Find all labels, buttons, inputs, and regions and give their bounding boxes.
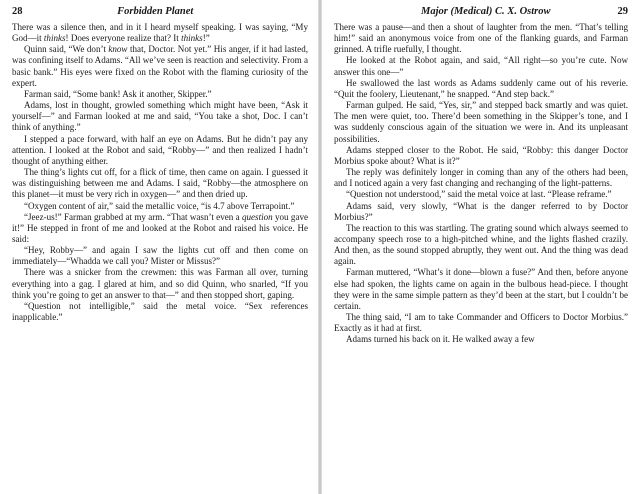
text-run: The reaction to this was startling. The grating sound which always seemed to accompany speech rose to a high-pitched whine, and the lights flashed crazily. And then, as the sound stopped abruptly, they went out. And the thing was dead again. xyxy=(334,222,628,267)
paragraph xyxy=(12,89,308,100)
right-running-title: Major (Medical) C. X. Ostrow xyxy=(420,6,551,17)
paragraph xyxy=(334,167,628,189)
right-page-text xyxy=(334,22,628,346)
paragraph xyxy=(12,22,308,44)
text-run: I stepped a pace forward, with half an eye on Adams. But he didn’t pay any attention. I looked at the Robot and said, “Robby—” and then realized I hadn’t thought of anything either. xyxy=(12,133,308,166)
text-run: Farman said, “Some bank! Ask it another, Skipper.” xyxy=(24,88,212,99)
left-running-head xyxy=(12,6,308,22)
paragraph xyxy=(334,312,628,334)
right-running-head xyxy=(334,6,628,22)
paragraph xyxy=(12,245,308,267)
text-run: that, Doctor. Not yet.” His anger, if it had lasted, was confining itself to Adams. “All we’ve seen is reaction and selectivity. From a basic bank.” His eyes were fixed on the Robot with the flaming curiosity of the expert. xyxy=(12,44,308,88)
text-run: Farman gulped. He said, “Yes, sir,” and stepped back smartly and was quiet. The men were quiet, too. There’d been something in the Skipper’s tone, and I was suddenly conscious again of the situation we were in. And its unpleasant possibilities. xyxy=(334,100,628,144)
text-run: Adams stepped closer to the Robot. He said, “Robby: this danger Doctor Morbius spoke about? What is it?” xyxy=(334,144,628,166)
left-running-title: Forbidden Planet xyxy=(117,6,194,17)
paragraph xyxy=(334,100,628,145)
text-run: “Jeez-us!” Farman grabbed at my arm. “That wasn’t even a xyxy=(24,211,242,222)
text-run: “Question not intelligible,” said the metal voice. “Sex references inapplicable.” xyxy=(12,300,308,323)
text-run: “Hey, Robby—” and again I saw the lights cut off and then come on immediately—“Whadda we call you? Mister or Missus?” xyxy=(12,245,308,267)
italic-text-run: know xyxy=(108,44,128,55)
paragraph xyxy=(334,145,628,167)
paragraph xyxy=(12,267,308,300)
text-run: The thing’s lights cut off, for a flick of time, then came on again. I guessed it was distinguishing between me and Adams. I said, “Robby—the atmosphere on this planet—it must be very rich in oxygen—” and then dried up. xyxy=(12,167,308,200)
paragraph xyxy=(12,167,308,200)
italic-text-run: thinks xyxy=(43,33,66,44)
text-run: He looked at the Robot again, and said, “All right—so you’re cute. Now answer this one—” xyxy=(334,55,628,77)
text-run: you gave it!” He stepped in front of me and looked at the Robot and raised his voice. He said: xyxy=(12,211,308,244)
text-run: He swallowed the last words as Adams suddenly came out of his reverie. “Quit the foolery, Lieutenant,” he snapped. “And step back.” xyxy=(334,77,628,99)
text-run: There was a pause—and then a shout of laughter from the men. “That’s telling him!” said an anonymous voice from one of the flanking guards, and Farman grinned. A trifle ruefully, I thought. xyxy=(334,22,628,55)
text-run: There was a silence then, and in it I heard myself speaking. I was saying, “My God—it xyxy=(12,22,308,44)
paragraph xyxy=(334,78,628,100)
book-gutter xyxy=(318,0,322,494)
paragraph xyxy=(12,201,308,212)
italic-text-run: question xyxy=(241,211,273,222)
text-run: There was a snicker from the crewmen: this was Farman all over, turning everything into a gag. I glared at him, and so did Quinn, who snarled, “If you think you’re going to get an answer to that—” and then stopped short, gaping. xyxy=(12,267,308,300)
paragraph xyxy=(12,44,308,89)
text-run: Adams, lost in thought, growled something which might have been, “Ask it yourself—” and Farman looked at me and said, “You take a shot, Doc. I can’t think of anything.” xyxy=(12,100,308,133)
paragraph xyxy=(334,201,628,223)
paragraph xyxy=(334,334,628,345)
paragraph xyxy=(334,267,628,312)
left-page-number: 28 xyxy=(12,6,23,17)
right-page xyxy=(320,0,640,494)
paragraph xyxy=(12,134,308,167)
paragraph xyxy=(334,22,628,55)
paragraph xyxy=(334,189,628,200)
paragraph xyxy=(12,301,308,323)
text-run: The thing said, “I am to take Commander and Officers to Doctor Morbius.” Exactly as it had at first. xyxy=(334,312,628,334)
paragraph xyxy=(12,100,308,133)
text-run: !” xyxy=(202,33,210,44)
paragraph xyxy=(334,55,628,77)
text-run: Adams turned his back on it. He walked away a few xyxy=(346,334,535,345)
text-run: Quinn said, “We don’t xyxy=(24,44,109,55)
text-run: Farman muttered, “What’s it done—blown a fuse?” And then, before anyone else had spoken, the lights came on again in the bulbous head-piece. I thought they were in the same simple pattern as they’d been at the start, but I couldn’t be certain. xyxy=(334,267,628,311)
paragraph xyxy=(12,212,308,245)
right-page-number: 29 xyxy=(617,6,628,17)
text-run: ! Does everyone realize that? It xyxy=(65,33,182,44)
text-run: The reply was definitely longer in coming than any of the others had been, and I noticed again a very fast changing and rechanging of the light-patterns. xyxy=(334,167,628,189)
paragraph xyxy=(334,223,628,268)
left-page-text xyxy=(12,22,308,323)
italic-text-run: thinks xyxy=(181,33,203,44)
text-run: “Question not understood,” said the metal voice at last. “Please reframe.” xyxy=(346,189,612,200)
text-run: “Oxygen content of air,” said the metallic voice, “is 4.7 above Terrapoint.” xyxy=(24,200,295,211)
text-run: Adams said, very slowly, “What is the danger referred to by Doctor Morbius?” xyxy=(334,200,628,222)
